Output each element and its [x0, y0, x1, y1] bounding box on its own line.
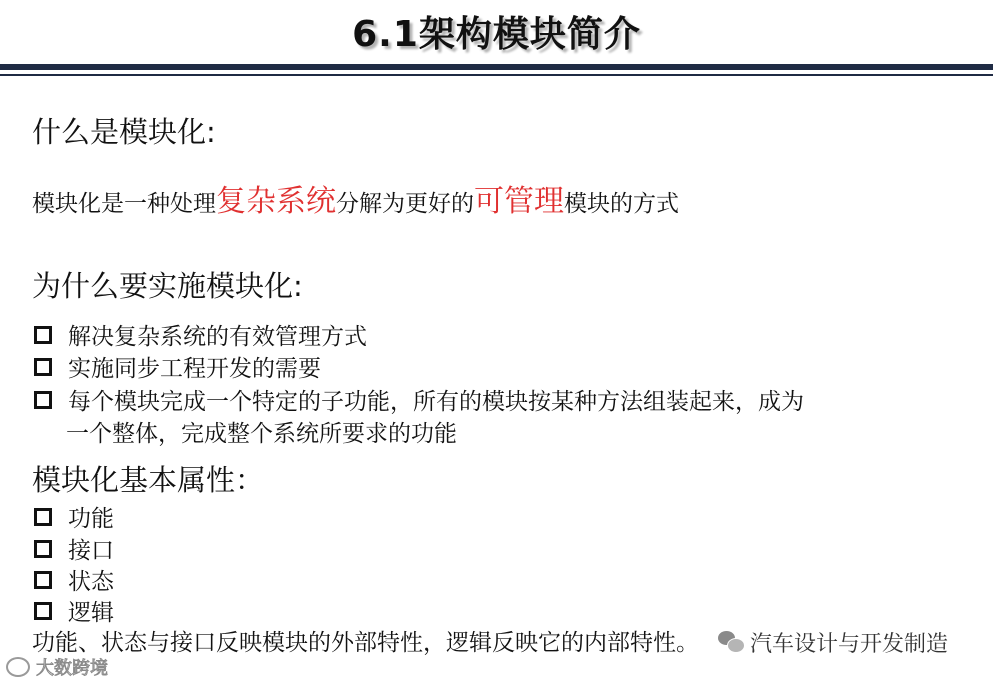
attributes-summary: 功能、状态与接口反映模块的外部特性，逻辑反映它的内部特性。: [32, 630, 699, 656]
watermark-left-text: 大数跨境: [36, 658, 108, 679]
definition-text-3: 模块的方式: [564, 191, 679, 217]
heading-why-modularize: 为什么要实施模块化:: [32, 269, 303, 303]
attr-function-text: 功能: [68, 506, 114, 532]
why-bullet-3-text: 每个模块完成一个特定的子功能，所有的模块按某种方法组装起来，成为: [68, 389, 804, 415]
checkbox-square-icon: [34, 326, 52, 344]
checkbox-square-icon: [34, 602, 52, 620]
definition-text-2: 分解为更好的: [336, 191, 474, 217]
heading-what-is-modularization: 什么是模块化:: [32, 115, 216, 149]
checkbox-square-icon: [34, 391, 52, 409]
why-bullet-2-text: 实施同步工程开发的需要: [68, 356, 321, 382]
why-bullet-2: [34, 350, 321, 383]
attr-bullet-function: [34, 500, 114, 533]
why-bullet-3-continuation: 一个整体，完成整个系统所要求的功能: [66, 421, 457, 447]
attr-state-text: 状态: [68, 569, 114, 595]
attr-bullet-logic: [34, 594, 114, 627]
why-bullet-3: [34, 383, 804, 416]
why-bullet-1: [34, 318, 367, 351]
title-divider-thin: [0, 74, 993, 76]
watermark-logo-icon: [6, 657, 30, 677]
attr-interface-text: 接口: [68, 538, 114, 564]
highlight-manageable: 可管理: [474, 184, 564, 219]
checkbox-square-icon: [34, 571, 52, 589]
definition-text-1: 模块化是一种处理: [32, 191, 216, 217]
attr-bullet-state: [34, 563, 114, 596]
watermark-right: [714, 626, 954, 658]
attr-logic-text: 逻辑: [68, 600, 114, 626]
modularization-definition: [32, 176, 679, 220]
slide-title: 6.1架构模块简介: [352, 14, 641, 55]
watermark-left: [6, 654, 108, 680]
checkbox-square-icon: [34, 540, 52, 558]
checkbox-square-icon: [34, 358, 52, 376]
watermark-right-text: 汽车设计与开发制造: [750, 631, 949, 657]
title-divider-thick: [0, 64, 993, 70]
wechat-icon: [718, 631, 744, 653]
heading-basic-attributes: 模块化基本属性：: [32, 463, 265, 497]
why-bullet-1-text: 解决复杂系统的有效管理方式: [68, 324, 367, 350]
checkbox-square-icon: [34, 508, 52, 526]
attr-bullet-interface: [34, 532, 114, 565]
highlight-complex-system: 复杂系统: [216, 184, 336, 219]
